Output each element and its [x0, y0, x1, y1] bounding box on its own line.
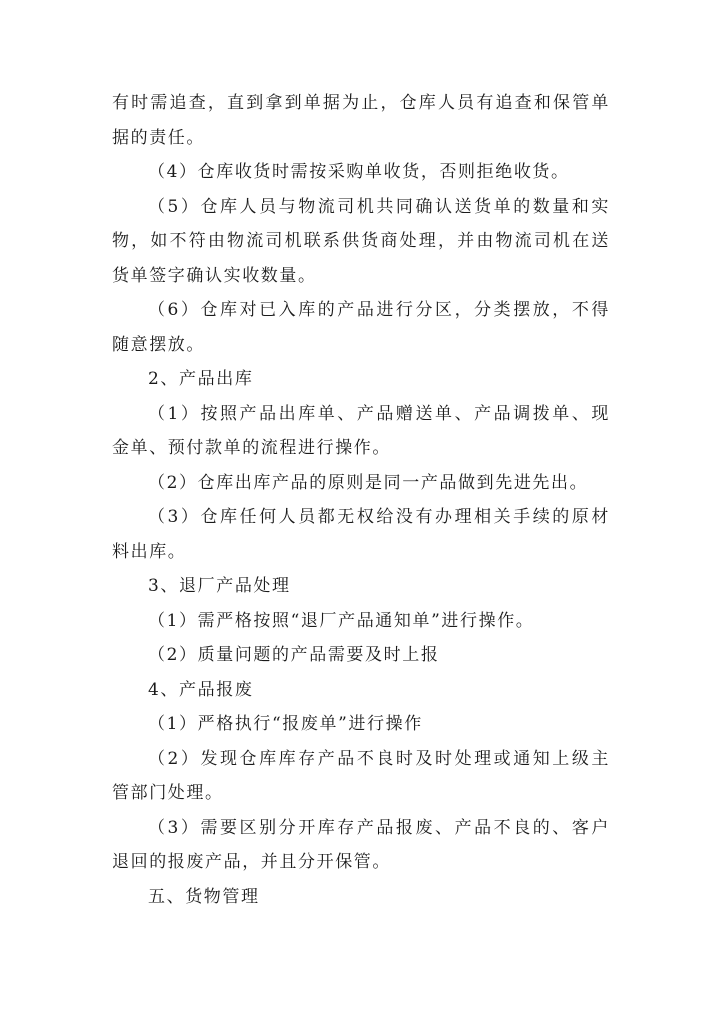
text-line: 物，如不符由物流司机联系供货商处理，并由物流司机在送 — [112, 231, 610, 251]
text-line: （1）严格执行“报废单”进行操作 — [148, 714, 423, 734]
text-line: 管部门处理。 — [112, 783, 224, 803]
text-line: （2）发现仓库库存产品不良时及时处理或通知上级主 — [148, 748, 610, 769]
text-line: （2）仓库出库产品的原则是同一产品做到先进先出。 — [148, 472, 589, 493]
section-heading: 4、产品报废 — [148, 679, 254, 700]
text-line: （3）仓库任何人员都无权给没有办理相关手续的原材 — [148, 507, 610, 527]
section-heading: 3、退厂产品处理 — [148, 576, 291, 596]
section-heading: 2、产品出库 — [148, 369, 254, 389]
text-line: （4）仓库收货时需按采购单收货，否则拒绝收货。 — [148, 162, 570, 182]
text-line: （5）仓库人员与物流司机共同确认送货单的数量和实 — [148, 196, 610, 217]
text-line: （3）需要区别分开库存产品报废、产品不良的、客户 — [148, 817, 610, 838]
text-line: （2）质量问题的产品需要及时上报 — [148, 645, 440, 665]
chapter-heading: 五、货物管理 — [148, 886, 260, 907]
text-line: 退回的报废产品，并且分开保管。 — [112, 852, 391, 872]
text-line: 有时需追查，直到拿到单据为止，仓库人员有追查和保管单 — [112, 93, 610, 113]
text-line: （1）按照产品出库单、产品赠送单、产品调拨单、现 — [148, 403, 610, 424]
text-line: 料出库。 — [112, 541, 187, 562]
text-line: （1）需严格按照“退厂产品通知单”进行操作。 — [148, 610, 535, 631]
text-line: 金单、预付款单的流程进行操作。 — [112, 438, 391, 458]
text-line: 据的责任。 — [112, 127, 205, 148]
text-line: （6）仓库对已入库的产品进行分区，分类摆放，不得 — [148, 300, 610, 320]
text-line: 货单签字确认实收数量。 — [112, 265, 317, 286]
document-body — [112, 86, 610, 914]
text-line: 随意摆放。 — [112, 334, 205, 355]
